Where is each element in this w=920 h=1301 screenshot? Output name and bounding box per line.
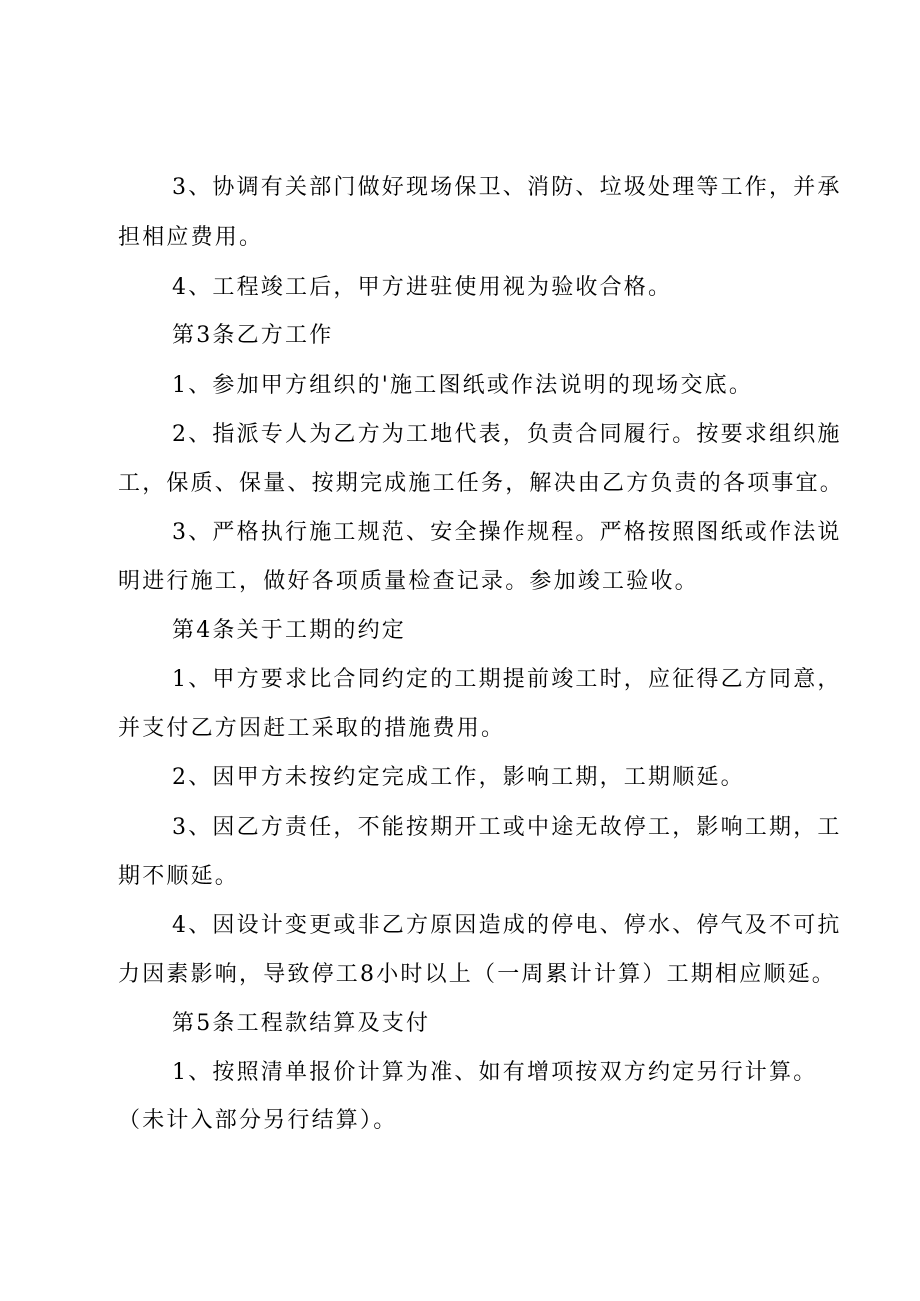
paragraph-line: 并支付乙方因赶工采取的措施费用。 [118, 716, 506, 741]
paragraph-line: 明进行施工，做好各项质量检查记录。参加竣工验收。 [118, 569, 699, 594]
paragraph-line: 4、工程竣工后，甲方进驻使用视为验收合格。 [172, 275, 673, 300]
section-heading: 第4条关于工期的约定 [172, 618, 406, 643]
paragraph-line: 担相应费用。 [118, 225, 264, 250]
paragraph-line: 2、因甲方未按约定完成工作，影响工期，工期顺延。 [172, 765, 745, 790]
paragraph-line: 3、因乙方责任，不能按期开工或中途无故停工，影响工期，工 [172, 815, 842, 840]
paragraph-line: 工，保质、保量、按期完成施工任务，解决由乙方负责的各项事宜。 [118, 471, 845, 496]
paragraph-line: 4、因设计变更或非乙方原因造成的停电、停水、停气及不可抗 [172, 913, 842, 938]
paragraph-line: 1、按照清单报价计算为准、如有增项按双方约定另行计算。 [172, 1060, 818, 1085]
paragraph-line: 力因素影响，导致停工8小时以上（一周累计计算）工期相应顺延。 [118, 962, 836, 987]
paragraph-line: 期不顺延。 [118, 864, 240, 889]
section-heading: 第5条工程款结算及支付 [172, 1011, 431, 1036]
paragraph-line: 3、协调有关部门做好现场保卫、消防、垃圾处理等工作，并承 [172, 175, 842, 200]
paragraph-line: 3、严格执行施工规范、安全操作规程。严格按照图纸或作法说 [172, 520, 842, 545]
paragraph-line: 1、甲方要求比合同约定的工期提前竣工时，应征得乙方同意， [172, 667, 842, 692]
paragraph-line: 2、指派专人为乙方为工地代表，负责合同履行。按要求组织施 [172, 422, 842, 447]
paragraph-line: （未计入部分另行结算）。 [118, 1108, 398, 1133]
section-heading: 第3条乙方工作 [172, 323, 334, 348]
paragraph-line: 1、参加甲方组织的'施工图纸或作法说明的现场交底。 [172, 373, 754, 398]
